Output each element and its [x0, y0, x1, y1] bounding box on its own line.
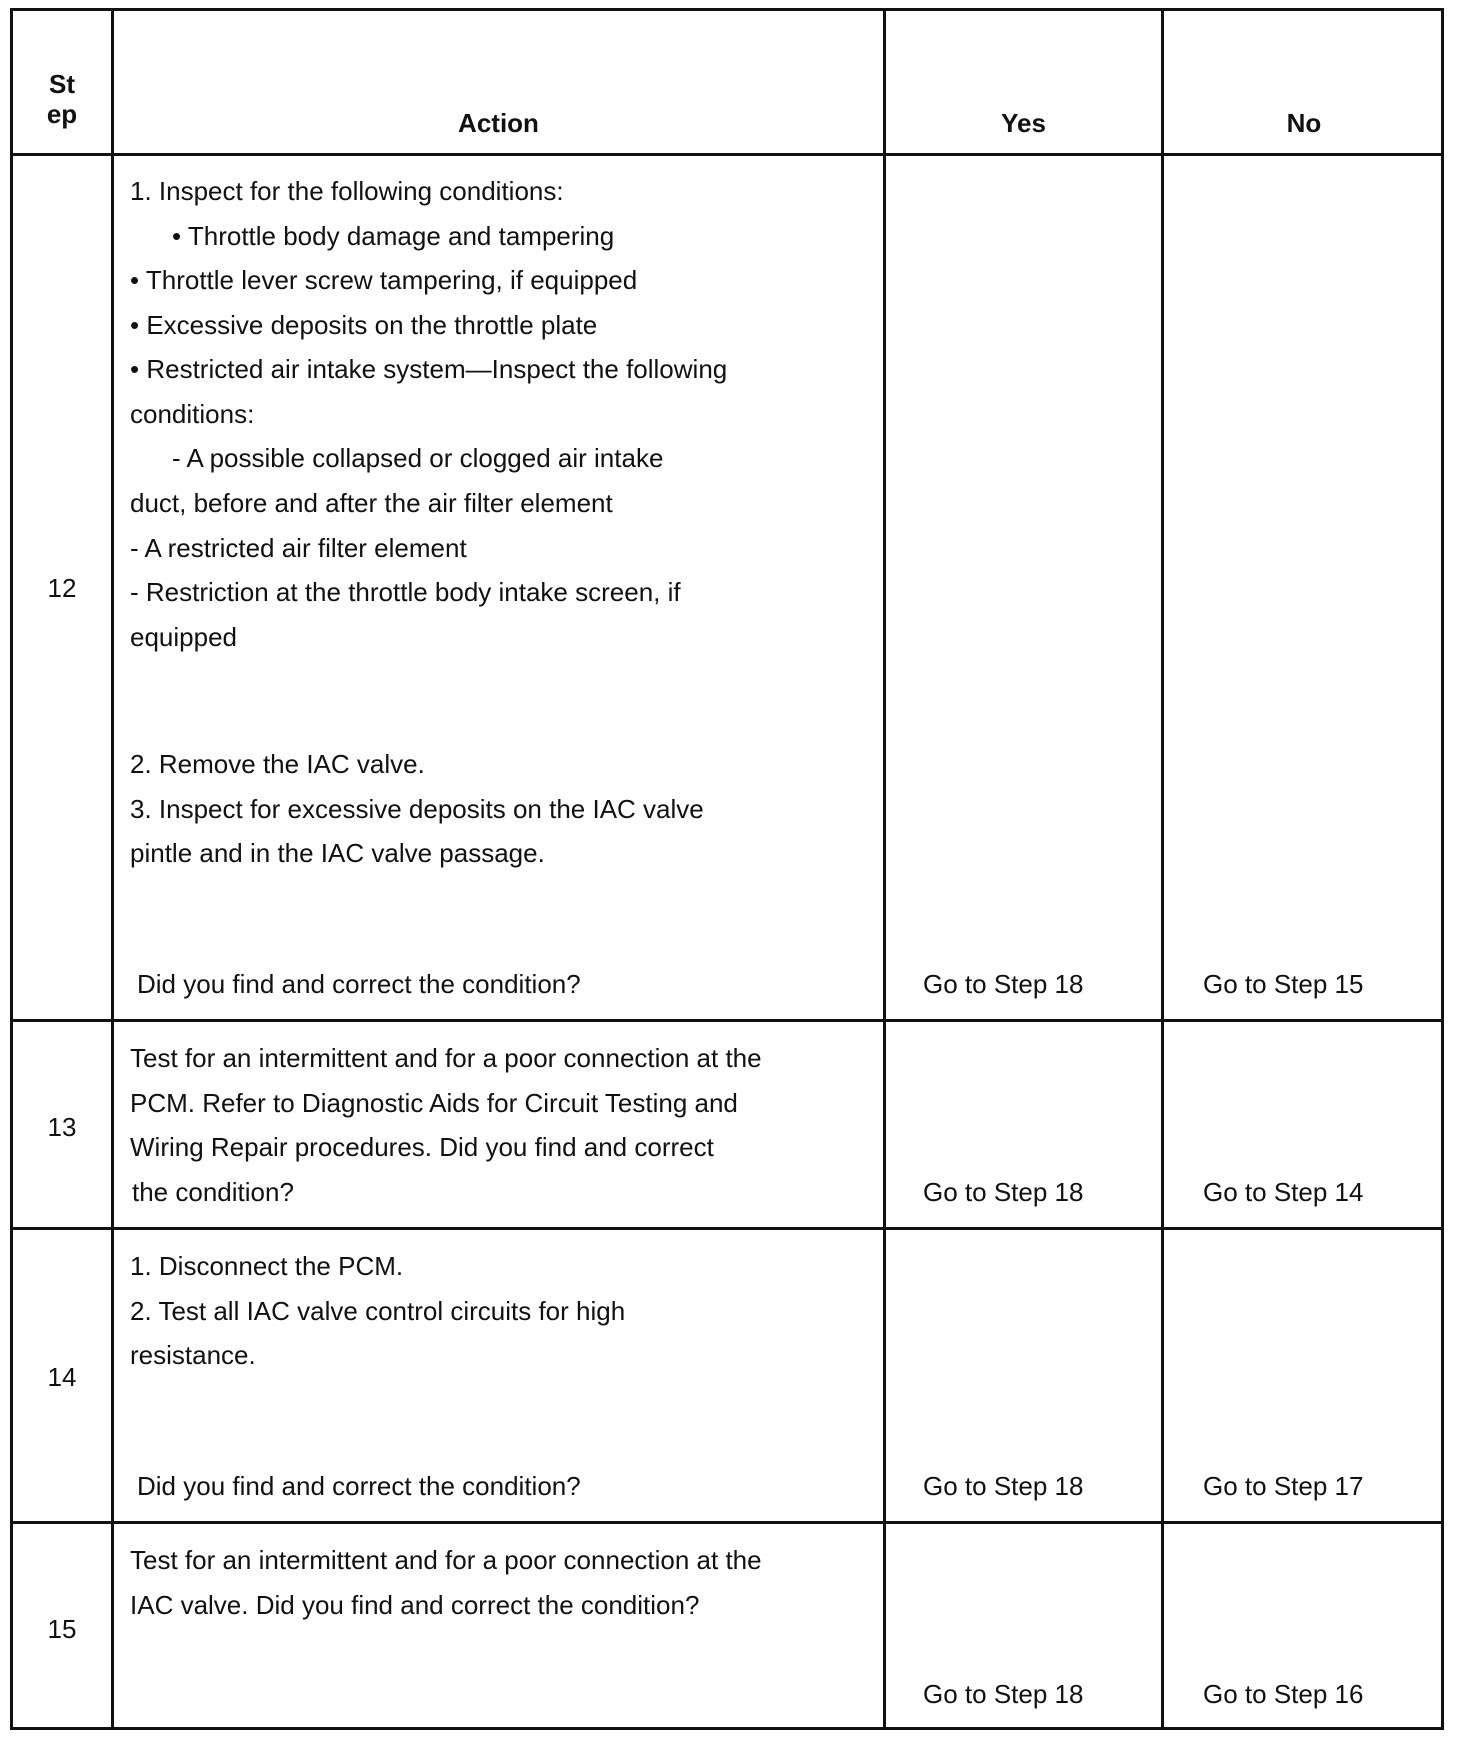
action-line: resistance.: [130, 1340, 256, 1370]
action-line: PCM. Refer to Diagnostic Aids for Circuit Testing and: [130, 1088, 738, 1118]
action-line: 1. Inspect for the following conditions:: [130, 176, 564, 206]
action-line: duct, before and after the air filter element: [130, 488, 613, 518]
action-line: IAC valve. Did you find and correct the condition?: [130, 1590, 700, 1620]
step-number: 15: [47, 1614, 77, 1644]
action-line: • Restricted air intake system—Inspect the following: [130, 354, 728, 384]
yes-result: Go to Step 18: [923, 969, 1084, 999]
row-divider: [13, 1521, 1441, 1524]
action-line: Test for an intermittent and for a poor connection at the: [130, 1043, 762, 1073]
step-number: 13: [47, 1112, 77, 1142]
action-line: 2. Remove the IAC valve.: [130, 749, 425, 779]
header-step-line2: ep: [46, 99, 78, 129]
action-line: 3. Inspect for excessive deposits on the IAC valve: [130, 794, 704, 824]
header-action: Action: [458, 108, 539, 138]
no-result: Go to Step 16: [1203, 1679, 1364, 1709]
yes-result: Go to Step 18: [923, 1679, 1084, 1709]
yes-result: Go to Step 18: [923, 1471, 1084, 1501]
action-line: • Throttle body damage and tampering: [172, 221, 615, 251]
header-no: No: [1286, 108, 1322, 138]
step-number: 14: [47, 1362, 77, 1392]
action-question: Did you find and correct the condition?: [137, 969, 581, 999]
row-divider: [13, 1227, 1441, 1230]
action-line: Test for an intermittent and for a poor connection at the: [130, 1545, 762, 1575]
action-line: equipped: [130, 622, 237, 652]
action-line: • Throttle lever screw tampering, if equipped: [130, 265, 638, 295]
action-line: Wiring Repair procedures. Did you find and correct: [130, 1132, 714, 1162]
action-line: - Restriction at the throttle body intake screen, if: [130, 577, 681, 607]
header-yes: Yes: [1001, 108, 1046, 138]
action-line: 1. Disconnect the PCM.: [130, 1251, 404, 1281]
action-question: Did you find and correct the condition?: [137, 1471, 581, 1501]
header-step: [13, 69, 111, 129]
column-divider: [1161, 11, 1164, 1727]
action-line: • Excessive deposits on the throttle plate: [130, 310, 598, 340]
no-result: Go to Step 17: [1203, 1471, 1364, 1501]
column-divider: [883, 11, 886, 1727]
action-line: the condition?: [132, 1177, 294, 1207]
action-line: - A possible collapsed or clogged air intake: [172, 443, 664, 473]
action-line: - A restricted air filter element: [130, 533, 467, 563]
no-result: Go to Step 14: [1203, 1177, 1364, 1207]
row-divider: [13, 153, 1441, 156]
action-line: conditions:: [130, 399, 255, 429]
row-divider: [13, 1019, 1441, 1022]
no-result: Go to Step 15: [1203, 969, 1364, 999]
step-number: 12: [47, 573, 77, 603]
action-line: 2. Test all IAC valve control circuits for high: [130, 1296, 626, 1326]
diagnostic-table: [10, 8, 1444, 1730]
yes-result: Go to Step 18: [923, 1177, 1084, 1207]
action-line: pintle and in the IAC valve passage.: [130, 838, 545, 868]
column-divider: [111, 11, 114, 1727]
header-step-line1: St: [49, 69, 75, 99]
